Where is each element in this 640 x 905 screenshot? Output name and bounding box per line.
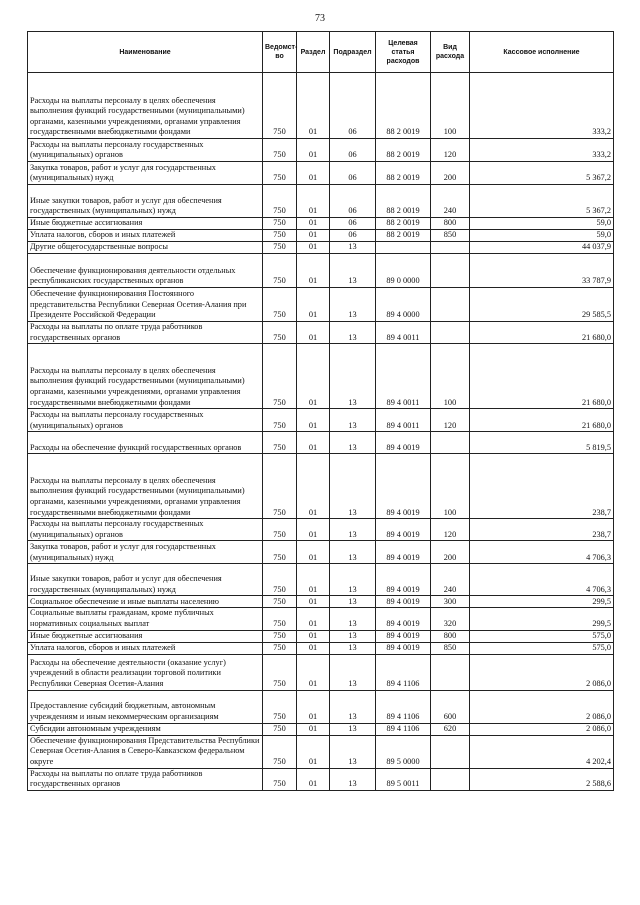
budget-execution-table [27,31,614,791]
cell-target-article: 88 2 0019 [376,162,431,185]
cell-expense-type: 120 [431,139,470,162]
cell-section: 01 [297,519,330,541]
cell-subsection: 13 [330,564,376,596]
cell-expense-type [431,735,470,768]
cell-ministry: 750 [263,242,297,254]
cell-ministry: 750 [263,723,297,735]
cell-expense-type [431,432,470,454]
cell-subsection: 06 [330,162,376,185]
cell-ministry: 750 [263,254,297,288]
cell-expense-type: 240 [431,564,470,596]
table-row [28,642,614,654]
cell-name: Закупка товаров, работ и услуг для государственных (муниципальных) нужд [28,541,263,564]
cell-name: Расходы на выплаты по оплате труда работников государственных органов [28,768,263,790]
cell-ministry: 750 [263,230,297,242]
cell-cash-execution: 299,5 [470,596,614,608]
cell-section: 01 [297,344,330,409]
table-body [28,73,614,791]
cell-expense-type: 800 [431,218,470,230]
cell-ministry: 750 [263,690,297,723]
cell-name: Расходы на обеспечение функций государственных органов [28,432,263,454]
cell-expense-type: 100 [431,344,470,409]
cell-ministry: 750 [263,139,297,162]
cell-name: Расходы на выплаты персоналу государственных (муниципальных) органов [28,519,263,541]
table-row [28,322,614,344]
cell-expense-type: 320 [431,608,470,630]
cell-ministry: 750 [263,322,297,344]
cell-subsection: 13 [330,630,376,642]
header-cash-execution: Кассовое исполнение [470,32,614,73]
cell-target-article: 89 4 0000 [376,288,431,322]
cell-ministry: 750 [263,218,297,230]
table-row [28,242,614,254]
cell-subsection: 13 [330,288,376,322]
cell-expense-type: 600 [431,690,470,723]
cell-expense-type: 850 [431,642,470,654]
cell-section: 01 [297,322,330,344]
table-row [28,654,614,690]
cell-ministry: 750 [263,735,297,768]
cell-cash-execution: 21 680,0 [470,344,614,409]
cell-cash-execution: 5 819,5 [470,432,614,454]
cell-target-article: 89 4 0019 [376,596,431,608]
cell-cash-execution: 5 367,2 [470,185,614,218]
cell-name: Уплата налогов, сборов и иных платежей [28,642,263,654]
cell-ministry: 750 [263,596,297,608]
cell-cash-execution: 238,7 [470,519,614,541]
cell-name: Субсидии автономным учреждениям [28,723,263,735]
page-number: 73 [315,13,325,24]
cell-ministry: 750 [263,519,297,541]
cell-ministry: 750 [263,541,297,564]
cell-target-article: 89 4 0019 [376,608,431,630]
cell-cash-execution: 2 086,0 [470,654,614,690]
cell-subsection: 13 [330,344,376,409]
cell-subsection: 13 [330,454,376,519]
cell-section: 01 [297,723,330,735]
cell-subsection: 13 [330,735,376,768]
header-subsection: Подраздел [330,32,376,73]
table-row [28,608,614,630]
cell-subsection: 13 [330,596,376,608]
cell-name: Расходы на выплаты персоналу государственных (муниципальных) органов [28,409,263,432]
table-row [28,735,614,768]
cell-ministry: 750 [263,564,297,596]
cell-target-article: 89 4 0019 [376,541,431,564]
cell-section: 01 [297,541,330,564]
cell-target-article: 89 4 0011 [376,344,431,409]
table-row [28,185,614,218]
cell-subsection: 13 [330,541,376,564]
cell-cash-execution: 299,5 [470,608,614,630]
table-row [28,344,614,409]
cell-section: 01 [297,185,330,218]
cell-cash-execution: 44 037,9 [470,242,614,254]
cell-target-article: 89 4 0019 [376,642,431,654]
cell-name: Иные закупки товаров, работ и услуг для обеспечения государственных (муниципальных) нужд [28,564,263,596]
cell-ministry: 750 [263,162,297,185]
cell-subsection: 06 [330,73,376,139]
cell-target-article: 89 4 0019 [376,432,431,454]
cell-section: 01 [297,768,330,790]
cell-cash-execution: 21 680,0 [470,409,614,432]
cell-section: 01 [297,409,330,432]
cell-expense-type [431,654,470,690]
table-row [28,162,614,185]
cell-name: Закупка товаров, работ и услуг для государственных (муниципальных) нужд [28,162,263,185]
cell-name: Другие общегосударственные вопросы [28,242,263,254]
cell-target-article: 89 4 0019 [376,564,431,596]
table-row [28,768,614,790]
header-name: Наименование [28,32,263,73]
table-row [28,690,614,723]
cell-name: Обеспечение функционирования Постоянного представительства Республики Северная Осетия-Алания при Президенте Российской Федерации [28,288,263,322]
cell-name: Социальное обеспечение и иные выплаты населению [28,596,263,608]
cell-cash-execution: 2 086,0 [470,690,614,723]
cell-target-article: 89 4 0011 [376,409,431,432]
cell-cash-execution: 575,0 [470,642,614,654]
table-row [28,230,614,242]
cell-target-article [376,242,431,254]
cell-target-article: 89 4 0011 [376,322,431,344]
header-expense-type: Вид расхода [431,32,470,73]
cell-ministry: 750 [263,432,297,454]
cell-cash-execution: 59,0 [470,230,614,242]
cell-ministry: 750 [263,654,297,690]
cell-cash-execution: 4 202,4 [470,735,614,768]
cell-ministry: 750 [263,409,297,432]
cell-target-article: 89 4 1106 [376,654,431,690]
cell-section: 01 [297,735,330,768]
cell-cash-execution: 333,2 [470,73,614,139]
cell-target-article: 88 2 0019 [376,139,431,162]
cell-subsection: 13 [330,642,376,654]
cell-cash-execution: 2 588,6 [470,768,614,790]
cell-section: 01 [297,654,330,690]
cell-target-article: 88 2 0019 [376,73,431,139]
table-row [28,519,614,541]
cell-cash-execution: 575,0 [470,630,614,642]
cell-expense-type: 120 [431,409,470,432]
cell-ministry: 750 [263,288,297,322]
cell-name: Социальные выплаты гражданам, кроме публичных нормативных социальных выплат [28,608,263,630]
table-row [28,454,614,519]
cell-subsection: 06 [330,185,376,218]
cell-subsection: 06 [330,230,376,242]
cell-cash-execution: 333,2 [470,139,614,162]
cell-subsection: 13 [330,690,376,723]
cell-expense-type: 850 [431,230,470,242]
cell-section: 01 [297,230,330,242]
cell-name: Уплата налогов, сборов и иных платежей [28,230,263,242]
cell-expense-type [431,768,470,790]
cell-section: 01 [297,254,330,288]
cell-ministry: 750 [263,454,297,519]
table-row [28,218,614,230]
cell-expense-type: 200 [431,162,470,185]
cell-target-article: 88 2 0019 [376,230,431,242]
cell-subsection: 13 [330,654,376,690]
cell-section: 01 [297,162,330,185]
cell-ministry: 750 [263,73,297,139]
cell-name: Иные бюджетные ассигнования [28,630,263,642]
cell-subsection: 13 [330,519,376,541]
cell-ministry: 750 [263,185,297,218]
cell-subsection: 13 [330,432,376,454]
cell-target-article: 89 0 0000 [376,254,431,288]
cell-name: Расходы на выплаты персоналу государственных (муниципальных) органов [28,139,263,162]
cell-expense-type [431,322,470,344]
cell-name: Иные закупки товаров, работ и услуг для обеспечения государственных (муниципальных) нужд [28,185,263,218]
cell-cash-execution: 21 680,0 [470,322,614,344]
cell-ministry: 750 [263,344,297,409]
cell-subsection: 06 [330,218,376,230]
cell-name: Расходы на обеспечение деятельности (оказание услуг) учреждений в области реализации торговой политики Республики Северная Осетия-Алания [28,654,263,690]
cell-expense-type: 200 [431,541,470,564]
cell-target-article: 89 4 0019 [376,519,431,541]
cell-section: 01 [297,690,330,723]
table-row [28,254,614,288]
table-row [28,596,614,608]
header-ministry: Ведомст-во [263,32,297,73]
cell-expense-type: 120 [431,519,470,541]
cell-expense-type [431,242,470,254]
cell-subsection: 13 [330,322,376,344]
cell-subsection: 13 [330,254,376,288]
table-row [28,73,614,139]
cell-section: 01 [297,564,330,596]
cell-name: Расходы на выплаты персоналу в целях обеспечения выполнения функций государственными (муниципальными) органами, казенными учреждениями, органами управления государственными внебюджетными фондами [28,344,263,409]
cell-name: Иные бюджетные ассигнования [28,218,263,230]
cell-name: Расходы на выплаты персоналу в целях обеспечения выполнения функций государственными (муниципальными) органами, казенными учреждениями, органами управления государственными внебюджетными фондами [28,73,263,139]
cell-ministry: 750 [263,630,297,642]
cell-target-article: 89 4 1106 [376,690,431,723]
table-row [28,432,614,454]
cell-ministry: 750 [263,608,297,630]
cell-section: 01 [297,288,330,322]
cell-section: 01 [297,642,330,654]
cell-section: 01 [297,608,330,630]
cell-cash-execution: 2 086,0 [470,723,614,735]
cell-expense-type: 620 [431,723,470,735]
cell-subsection: 06 [330,139,376,162]
cell-cash-execution: 4 706,3 [470,564,614,596]
cell-target-article: 88 2 0019 [376,218,431,230]
cell-name: Расходы на выплаты персоналу в целях обеспечения выполнения функций государственными (муниципальными) органами, казенными учреждениями, органами управления государственными внебюджетными фондами [28,454,263,519]
cell-name: Предоставление субсидий бюджетным, автономным учреждениям и иным некоммерческим организациям [28,690,263,723]
cell-expense-type: 100 [431,454,470,519]
cell-section: 01 [297,73,330,139]
cell-expense-type: 240 [431,185,470,218]
cell-section: 01 [297,596,330,608]
cell-section: 01 [297,139,330,162]
cell-cash-execution: 29 585,5 [470,288,614,322]
table-row [28,139,614,162]
cell-expense-type: 800 [431,630,470,642]
table-row [28,723,614,735]
cell-target-article: 89 4 0019 [376,630,431,642]
cell-subsection: 13 [330,409,376,432]
cell-target-article: 89 4 1106 [376,723,431,735]
table-header-row [28,32,614,73]
cell-name: Обеспечение функционирования Представительства Республики Северная Осетия-Алания в Северо-Кавказском федеральном округе [28,735,263,768]
cell-subsection: 13 [330,723,376,735]
cell-name: Обеспечение функционирования деятельности отдельных республиканских государственных органов [28,254,263,288]
header-target-article: Целевая статья расходов [376,32,431,73]
cell-section: 01 [297,432,330,454]
cell-cash-execution: 5 367,2 [470,162,614,185]
cell-ministry: 750 [263,768,297,790]
cell-cash-execution: 238,7 [470,454,614,519]
cell-target-article: 89 5 0000 [376,735,431,768]
cell-subsection: 13 [330,242,376,254]
header-section: Раздел [297,32,330,73]
cell-target-article: 89 4 0019 [376,454,431,519]
cell-section: 01 [297,218,330,230]
table-row [28,541,614,564]
cell-ministry: 750 [263,642,297,654]
cell-expense-type: 300 [431,596,470,608]
table-row [28,288,614,322]
table-row [28,630,614,642]
cell-section: 01 [297,242,330,254]
cell-name: Расходы на выплаты по оплате труда работников государственных органов [28,322,263,344]
cell-expense-type [431,288,470,322]
cell-cash-execution: 33 787,9 [470,254,614,288]
cell-expense-type: 100 [431,73,470,139]
cell-cash-execution: 4 706,3 [470,541,614,564]
cell-cash-execution: 59,0 [470,218,614,230]
cell-target-article: 89 5 0011 [376,768,431,790]
cell-subsection: 13 [330,768,376,790]
cell-target-article: 88 2 0019 [376,185,431,218]
cell-section: 01 [297,630,330,642]
cell-expense-type [431,254,470,288]
table-row [28,409,614,432]
cell-section: 01 [297,454,330,519]
table-row [28,564,614,596]
cell-subsection: 13 [330,608,376,630]
